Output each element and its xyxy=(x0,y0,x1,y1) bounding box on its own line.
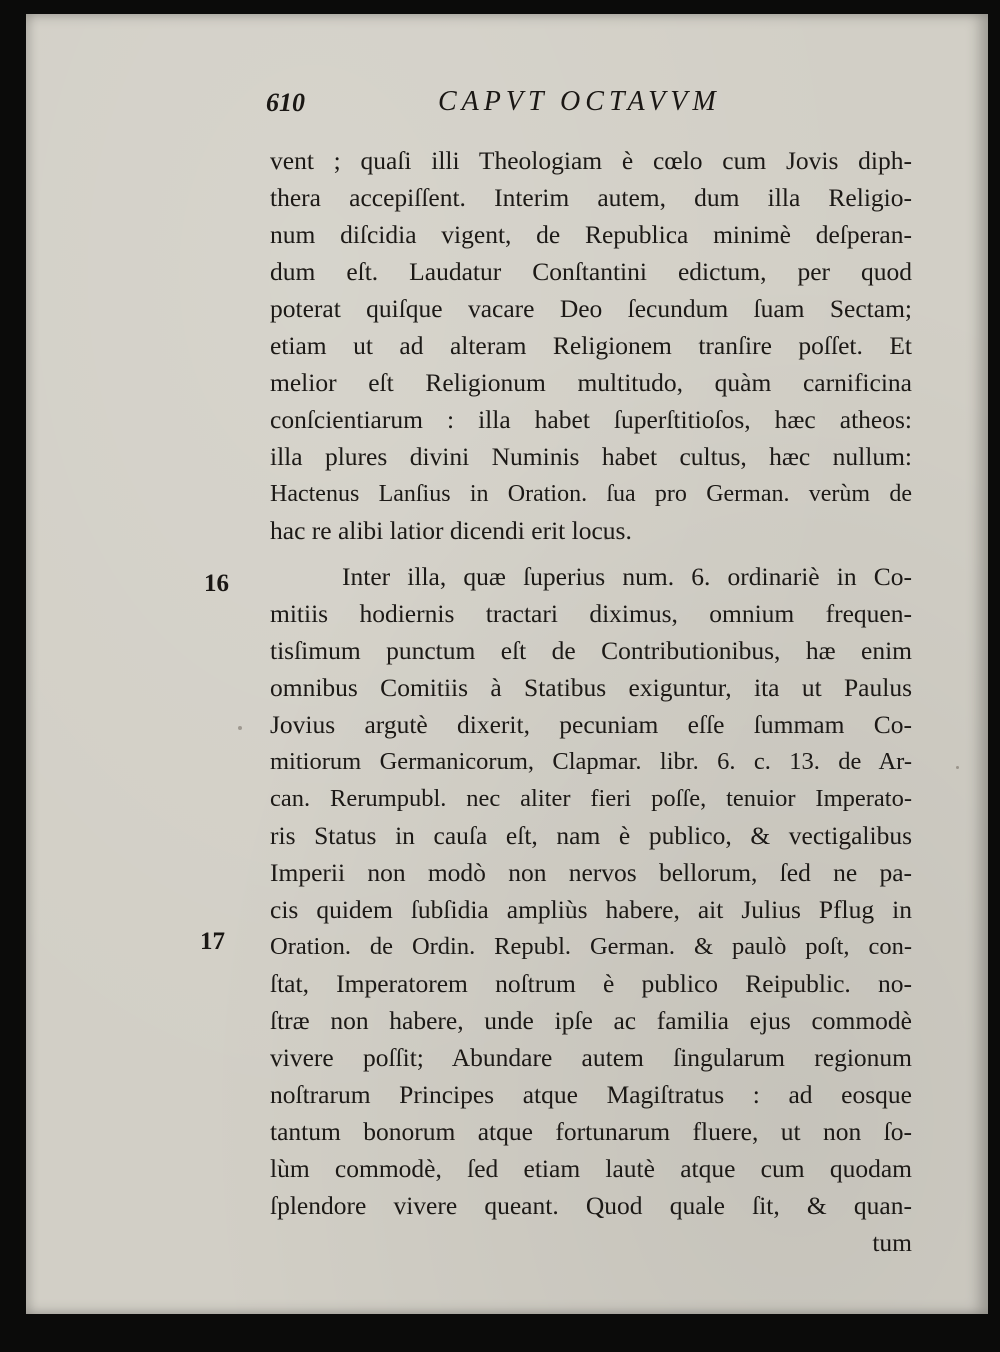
text-line: conſcientiarum : illa habet ſuperſtitioſos, hæc atheos: xyxy=(270,405,912,434)
text-line: vent ; quaſi illi Theologiam è cœlo cum Jovis diph- xyxy=(270,146,912,175)
text-line: mitiis hodiernis tractari diximus, omnium frequen- xyxy=(270,599,912,628)
text-line: dum eſt. Laudatur Conſtantini edictum, per quod xyxy=(270,257,912,286)
text-line: melior eſt Religionum multitudo, quàm carnificina xyxy=(270,368,912,397)
text-line: num diſcidia vigent, de Republica minimè deſperan- xyxy=(270,220,912,249)
paper-speck xyxy=(604,534,607,540)
text-line: etiam ut ad alteram Religionem tranſire poſſet. Et xyxy=(270,331,912,360)
text-line: Jovius argutè dixerit, pecuniam eſſe ſummam Co- xyxy=(270,710,912,739)
running-title: CAPVT OCTAVVM xyxy=(438,86,721,117)
text-line: illa plures divini Numinis habet cultus, hæc nullum: xyxy=(270,442,912,471)
margin-paragraph-number: 16 xyxy=(204,570,229,597)
text-line: ris Status in cauſa eſt, nam è publico, & vectigalibus xyxy=(270,821,912,850)
text-line: tisſimum punctum eſt de Contributionibus, hæ enim xyxy=(270,636,912,665)
text-line: noſtrarum Principes atque Magiſtratus : ad eosque xyxy=(270,1080,912,1109)
text-line: hac re alibi latior dicendi erit locus. xyxy=(270,516,632,545)
page-number: 610 xyxy=(266,88,305,117)
paper-speck xyxy=(956,766,959,769)
catchword: tum xyxy=(872,1228,912,1257)
text-line: ſtat, Imperatorem noſtrum è publico Reipublic. no- xyxy=(270,969,912,998)
text-line: tantum bonorum atque fortunarum fluere, ut non ſo- xyxy=(270,1117,912,1146)
text-line: Imperii non modò non nervos bellorum, ſed ne pa- xyxy=(270,858,912,887)
text-line: Hactenus Lanſius in Oration. ſua pro German. verùm de xyxy=(270,481,912,507)
book-page xyxy=(26,14,988,1314)
text-line: omnibus Comitiis à Statibus exiguntur, ita ut Paulus xyxy=(270,673,912,702)
paper-speck xyxy=(238,726,242,730)
text-line: lùm commodè, ſed etiam lautè atque cum quodam xyxy=(270,1154,912,1183)
text-line: ſplendore vivere queant. Quod quale ſit, & quan- xyxy=(270,1191,912,1220)
margin-paragraph-number: 17 xyxy=(200,928,225,955)
text-line: poterat quiſque vacare Deo ſecundum ſuam Sectam; xyxy=(270,294,912,323)
text-line: Oration. de Ordin. Republ. German. & paulò poſt, con- xyxy=(270,933,912,960)
text-line: Inter illa, quæ ſuperius num. 6. ordinariè in Co- xyxy=(342,562,912,591)
text-line: can. Rerumpubl. nec aliter fieri poſſe, tenuior Imperato- xyxy=(270,785,912,812)
text-line: thera accepiſſent. Interim autem, dum illa Religio- xyxy=(270,183,912,212)
text-line: vivere poſſit; Abundare autem ſingularum regionum xyxy=(270,1043,912,1072)
text-line: ſtræ non habere, unde ipſe ac familia ejus commodè xyxy=(270,1006,912,1035)
text-line: cis quidem ſubſidia ampliùs habere, ait Julius Pflug in xyxy=(270,895,912,924)
text-line: mitiorum Germanicorum, Clapmar. libr. 6. c. 13. de Ar- xyxy=(270,748,912,775)
